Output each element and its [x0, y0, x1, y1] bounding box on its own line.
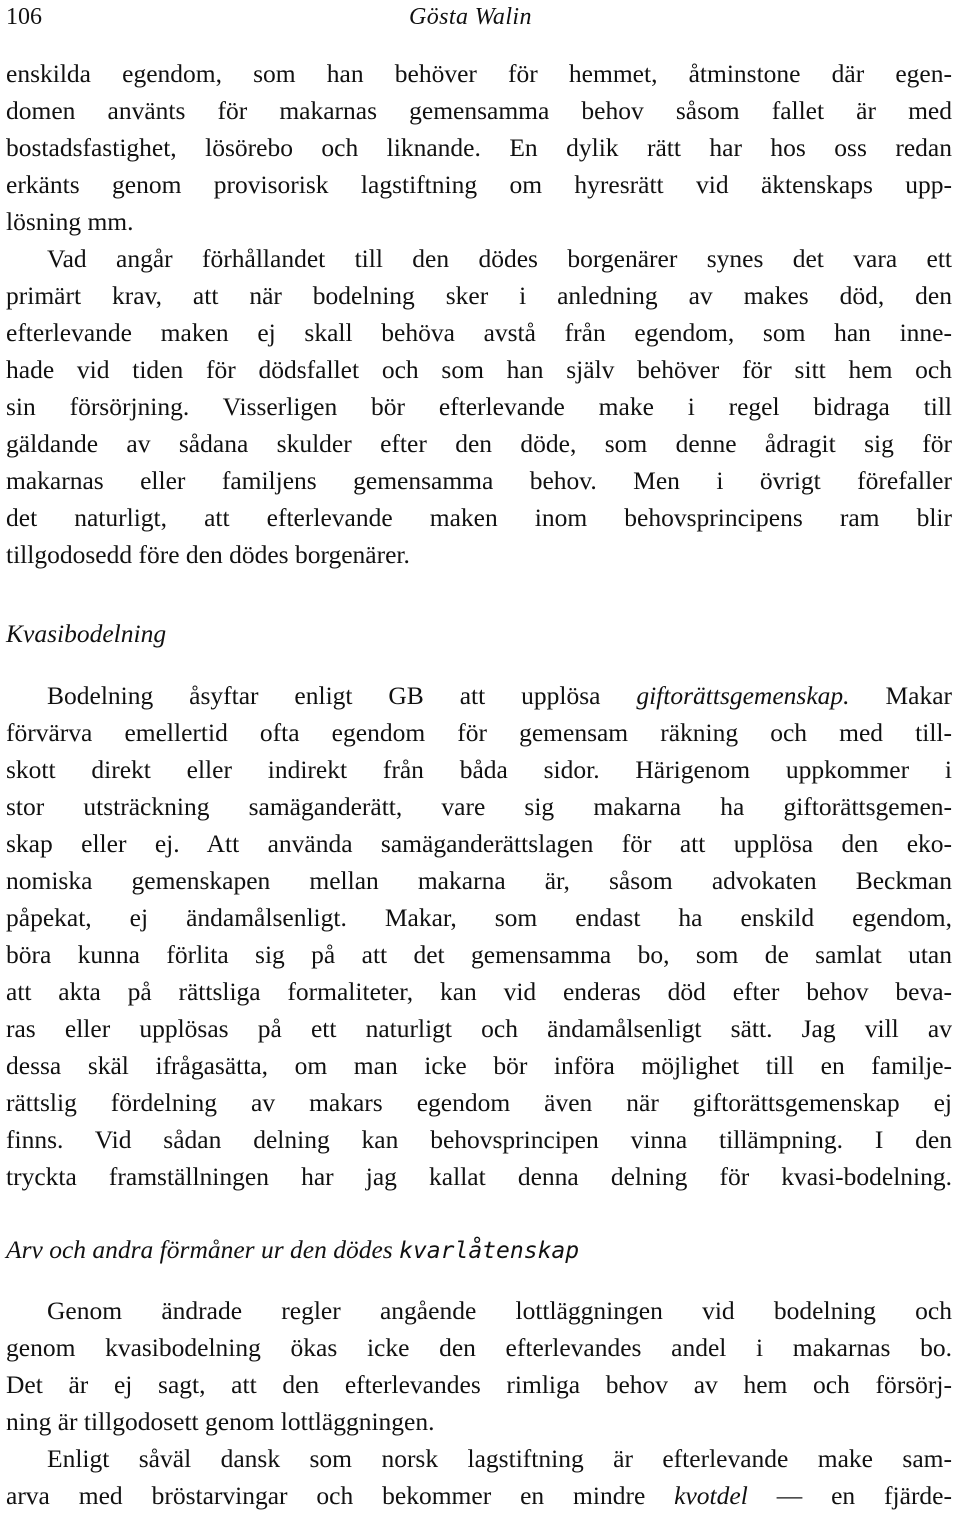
italic-term: kvotdel [674, 1481, 748, 1510]
text-line: Genom ändrade regler angående lottläggningen vid bodelning och [47, 1296, 952, 1325]
section-heading-kvasibodelning: Kvasibodelning [6, 619, 167, 648]
text-line: hade vid tiden för dödsfallet och som han själv behöver för sitt hem och [6, 355, 952, 384]
text-line: stor utsträckning samäganderätt, vare sig makarna ha giftorättsgemen- [6, 792, 952, 821]
text-line: böra kunna förlita sig på att det gemensamma bo, som de samlat utan [6, 940, 952, 969]
text-line: lösning mm. [6, 207, 134, 236]
text-line [6, 1477, 952, 1514]
text-line: ning är tillgodosett genom lottläggningen. [6, 1407, 435, 1436]
text-line: enskilda egendom, som han behöver för hemmet, åtminstone där egen- [6, 59, 952, 88]
text-line: Enligt såväl dansk som norsk lagstiftning är efterlevande make sam- [47, 1444, 952, 1473]
running-header [6, 2, 946, 32]
page-number: 106 [6, 4, 42, 30]
text-line [6, 677, 952, 714]
text-segment: Bodelning åsyftar enligt GB att upplösa [47, 681, 637, 710]
text-line: finns. Vid sådan delning kan behovsprincipen vinna tillämpning. I den [6, 1125, 952, 1154]
text-segment: Makar [849, 681, 952, 710]
text-line: Vad angår förhållandet till den dödes borgenärer synes det vara ett [47, 244, 952, 273]
text-line: skott direkt eller indirekt från båda sidor. Härigenom uppkommer i [6, 755, 952, 784]
text-line: genom kvasibodelning ökas icke den efterlevandes andel i makarnas bo. [6, 1333, 952, 1362]
text-line: skap eller ej. Att använda samäganderättslagen för att upplösa den eko- [6, 829, 952, 858]
section-heading-arv [6, 1231, 579, 1269]
text-line: påpekat, ej ändamålsenligt. Makar, som endast ha enskild egendom, [6, 903, 952, 932]
text-line: förvärva emellertid ofta egendom för gemensam räkning och med till- [6, 718, 952, 747]
text-line: makarnas eller familjens gemensamma behov. Men i övrigt förefaller [6, 466, 952, 495]
text-segment: — en fjärde- [747, 1481, 952, 1510]
text-line: ras eller upplösas på ett naturligt och ändamålsenligt sätt. Jag vill av [6, 1014, 952, 1043]
text-line: gäldande av sådana skulder efter den döde, som denne ådragit sig för [6, 429, 952, 458]
text-line: det naturligt, att efterlevande maken inom behovsprincipens ram blir [6, 503, 952, 532]
text-line: rättslig fördelning av makars egendom även när giftorättsgemenskap ej [6, 1088, 952, 1117]
text-line: att akta på rättsliga formaliteter, kan vid enderas död efter behov beva- [6, 977, 952, 1006]
text-line: efterlevande maken ej skall behöva avstå från egendom, som han inne- [6, 318, 952, 347]
text-line: tillgodosedd före den dödes borgenärer. [6, 540, 410, 569]
text-line: erkänts genom provisorisk lagstiftning om hyresrätt vid äktenskaps upp- [6, 170, 952, 199]
text-line: Det är ej sagt, att den efterlevandes rimliga behov av hem och försörj- [6, 1370, 952, 1399]
text-line: sin försörjning. Visserligen bör efterlevande make i regel bidraga till [6, 392, 952, 421]
text-line: bostadsfastighet, lösörebo och liknande. En dylik rätt har hos oss redan [6, 133, 952, 162]
paragraph-group-3 [6, 1292, 952, 1514]
text-line: tryckta framställningen har jag kallat denna delning för kvasi-bodelning. [6, 1162, 952, 1191]
paragraph-group-1 [6, 55, 952, 573]
text-line: dessa skäl ifrågasätta, om man icke bör införa möjlighet till en familje- [6, 1051, 952, 1080]
heading-term: kvarlåtenskap [399, 1238, 580, 1264]
running-head-author: Gösta Walin [409, 4, 532, 30]
text-line: nomiska gemenskapen mellan makarna är, såsom advokaten Beckman [6, 866, 952, 895]
text-line: domen använts för makarnas gemensamma behov såsom fallet är med [6, 96, 952, 125]
paragraph-group-2 [6, 677, 952, 1195]
italic-term: giftorättsgemenskap. [636, 681, 850, 710]
heading-text: Arv och andra förmåner ur den dödes [6, 1235, 400, 1264]
text-segment: arva med bröstarvingar och bekommer en mindre [6, 1481, 675, 1510]
text-line: primärt krav, att när bodelning sker i anledning av makes död, den [6, 281, 952, 310]
